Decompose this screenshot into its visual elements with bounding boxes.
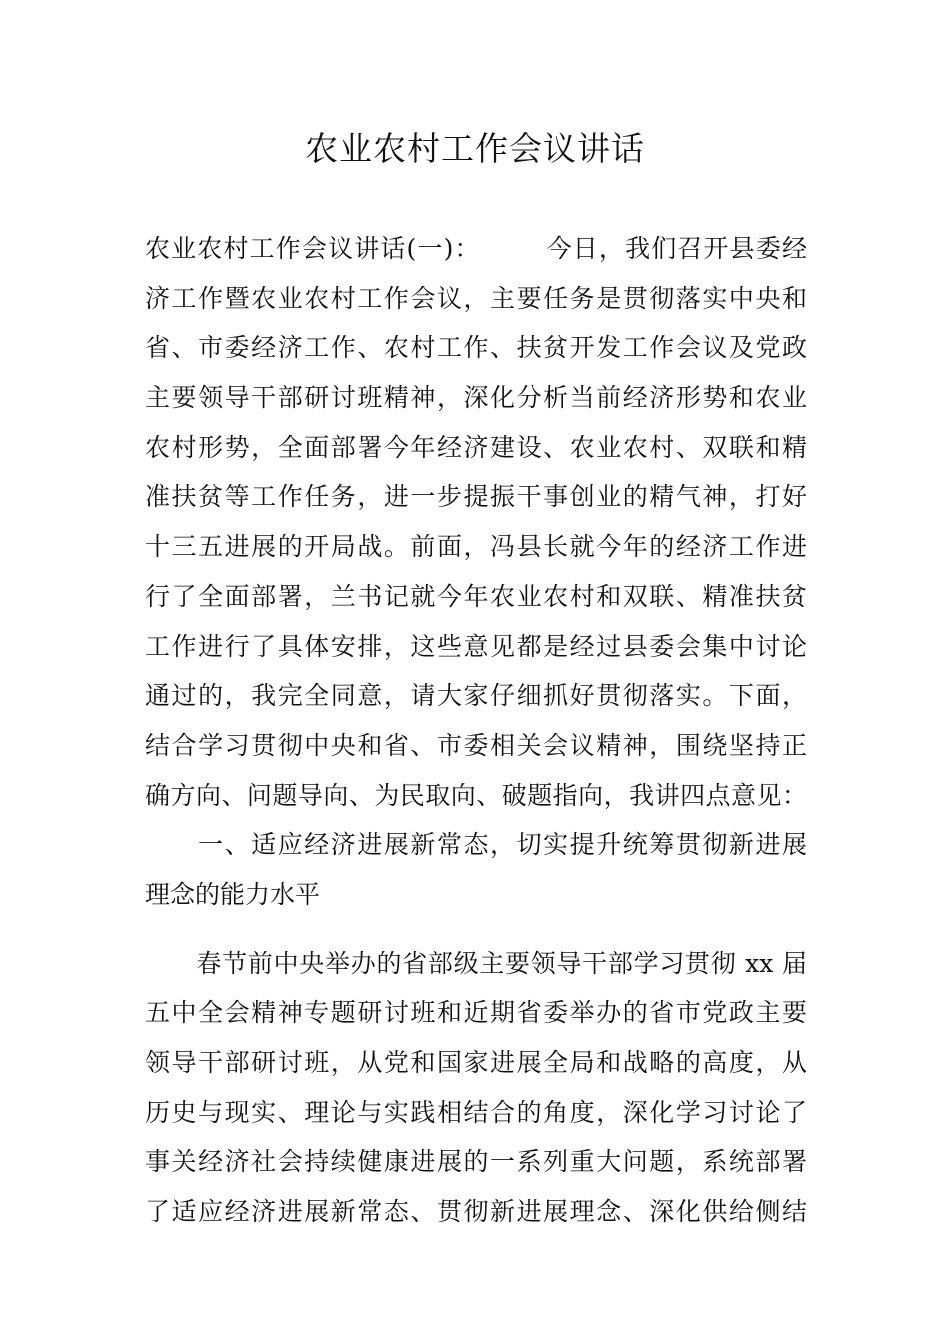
text-line: 农村形势，全面部署今年经济建设、农业农村、双联和精 [145,432,807,462]
text-line: 济工作暨农业农村工作会议，主要任务是贯彻落实中央和 [145,283,807,313]
text-line: 行了全面部署，兰书记就今年农业农村和双联、精准扶贫 [145,581,807,611]
text-line: 确方向、问题导向、为民取向、破题指向，我讲四点意见： [145,780,807,810]
document-body [145,224,807,1237]
text-line: 工作进行了具体安排，这些意见都是经过县委会集中讨论 [145,631,807,661]
text-line: 五中全会精神专题研讨班和近期省委举办的省市党政主要 [145,998,807,1028]
text-line: 通过的，我完全同意，请大家仔细抓好贯彻落实。下面， [145,681,807,711]
text-line: 春节前中央举办的省部级主要领导干部学习贯彻 xx 届 [145,948,807,978]
text-line: 农业农村工作会议讲话(一)： 今日，我们召开县委经 [145,234,807,263]
text-line: 事关经济社会持续健康进展的一系列重大问题，系统部署 [145,1147,807,1177]
section-heading-line: 理念的能力水平 [145,879,321,909]
paragraph-gap [145,920,807,939]
text-line: 领导干部研讨班，从党和国家进展全局和战略的高度，从 [145,1048,807,1077]
text-line: 省、市委经济工作、农村工作、扶贫开发工作会议及党政 [145,333,807,363]
text-line: 主要领导干部研讨班精神，深化分析当前经济形势和农业 [145,383,807,413]
text-line: 十三五进展的开局战。前面，冯县长就今年的经济工作进 [145,532,807,562]
section-heading-line: 一、适应经济进展新常态，切实提升统筹贯彻新进展 [145,830,807,860]
text-line: 历史与现实、理论与实践相结合的角度，深化学习讨论了 [145,1097,807,1127]
text-line: 准扶贫等工作任务，进一步提振干事创业的精气神，打好 [145,482,807,512]
document-title: 农业农村工作会议讲话 [305,129,645,168]
text-line: 结合学习贯彻中央和省、市委相关会议精神，围绕坚持正 [145,730,807,760]
text-line: 了适应经济进展新常态、贯彻新进展理念、深化供给侧结 [145,1197,807,1227]
